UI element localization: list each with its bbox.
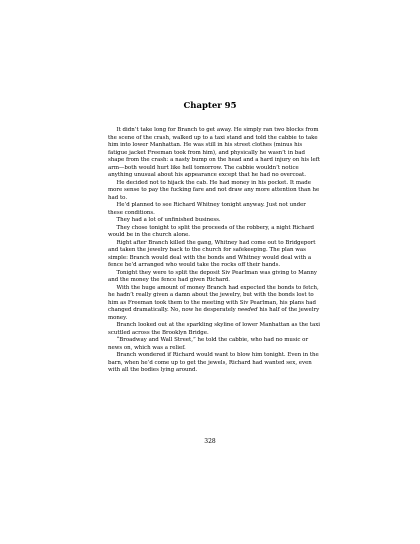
paragraph: It didn’t take long for Branch to get away. He simply ran two blocks from the scene of the crash, walked up to a taxi stand and told the cabbie to take him into lower Manhattan. He was still in his street clothes (minus his fatigue jacket Freeman took from him), and physically he wasn’t in bad shape from the crash: a nasty bump on the head and a hard injury on his left arm—both would hurt like hell tomorrow. The cabbie wouldn’t notice anything unusual about his appearance except that he had no overcoat.	[108, 127, 320, 178]
paragraph: He’d planned to see Richard Whitney tonight anyway. Just not under these conditions.	[108, 202, 306, 216]
emphasized-word: needed	[237, 307, 258, 313]
chapter-title: Chapter 95	[183, 101, 237, 111]
paragraph: He decided not to hijack the cab. He had money in his pocket. It made more sense to pay the fucking fare and not draw any more attention than he had to.	[108, 179, 320, 201]
paragraph-with-emphasis: With the huge amount of money Branch had expected the bonds to fetch, he hadn’t really given a damn about the jewelry, but with the bonds lost to him as Freeman took them to the meeting with Siv Pearlman, his plans had changed dramatically. No, now he desperately needed his half of the jewelry money.	[108, 284, 320, 321]
paragraph: Branch looked out at the sparkling skyline of lower Manhattan as the taxi scuttled across the Brooklyn Bridge.	[108, 322, 321, 336]
page-number: 328	[204, 438, 216, 445]
paragraph: Branch wondered if Richard would want to blow him tonight. Even in the barn, when he’d come up to get the jewels, Richard had wanted sex, even with all the bodies lying around.	[108, 352, 319, 373]
chapter-body	[108, 127, 322, 375]
paragraph: Tonight they were to split the deposit Siv Pearlman was giving to Manny and the money the fence had given Richard.	[108, 269, 317, 283]
paragraph: “Broadway and Wall Street,” he told the cabbie, who had no music or news on, which was a relief.	[108, 337, 309, 351]
paragraph: They had a lot of unfinished business.	[116, 217, 221, 223]
paragraph: They chose tonight to split the proceeds of the robbery, a night Richard would be in the church alone.	[108, 224, 315, 238]
paragraph: Right after Branch killed the gang, Whitney had come out to Bridgeport and taken the jewelry back to the church for safekeeping. The plan was simple: Branch would deal with the bonds and Whitney would deal with a fence he’d arranged who would take the rocks off their hands.	[108, 239, 316, 268]
